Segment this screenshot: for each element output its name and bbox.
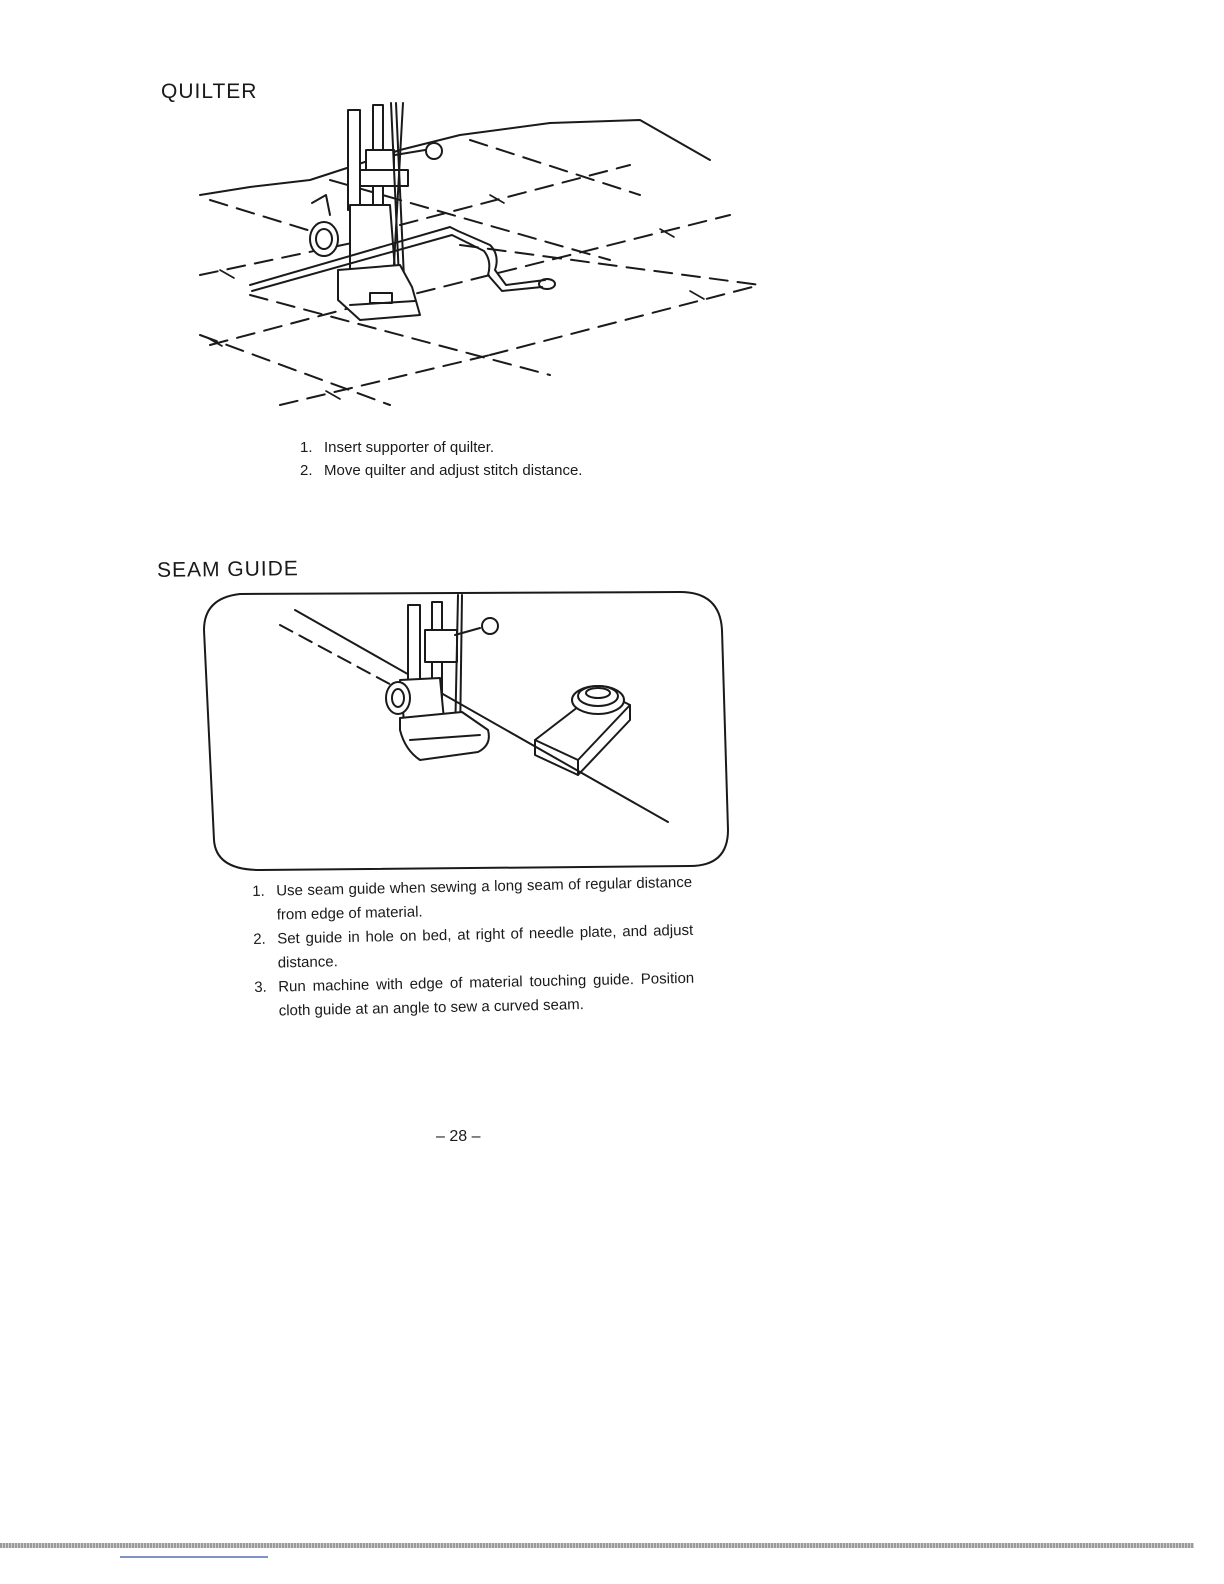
list-item: 2. Move quilter and adjust stitch distance.	[300, 462, 583, 479]
footer-divider	[0, 1543, 1194, 1548]
list-item: 1. Insert supporter of quilter.	[300, 439, 495, 456]
list-item: 2. Set guide in hole on bed, at right of needle plate, and adjust distance.	[253, 921, 694, 972]
list-item: 1. Use seam guide when sewing a long seam of regular distance from edge of material.	[252, 873, 693, 924]
footer-mark	[120, 1556, 268, 1558]
seam-guide-heading: SEAM GUIDE	[156, 557, 299, 582]
list-item: 3. Run machine with edge of material touching guide. Position cloth guide at an angle to sew a curved seam.	[254, 969, 695, 1020]
quilter-illustration	[190, 95, 770, 420]
page-number: – 28 –	[436, 1128, 481, 1145]
quilter-steps	[300, 436, 720, 482]
seam-guide-illustration	[200, 590, 735, 875]
seam-guide-steps	[252, 871, 695, 1024]
quilter-heading: QUILTER	[161, 80, 258, 103]
